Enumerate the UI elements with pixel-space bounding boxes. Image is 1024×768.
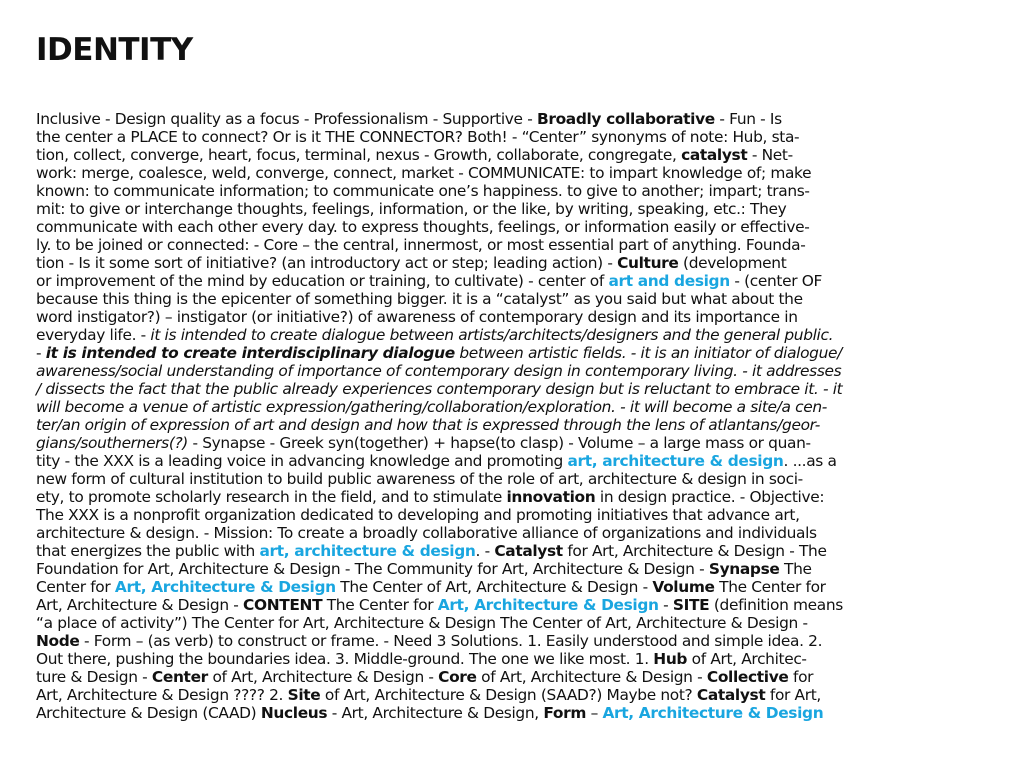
bold-phrase: innovation bbox=[506, 488, 596, 506]
body-paragraph bbox=[36, 110, 996, 722]
italic-phrase: ter/an origin of expression of art and design and how that is expressed through the lens of atlantans/geor- bbox=[36, 416, 820, 434]
bold-phrase: Volume bbox=[652, 578, 715, 596]
bold-italic-phrase: it is intended to create interdisciplinary dialogue bbox=[45, 344, 455, 362]
text-run: everyday life. - bbox=[36, 326, 151, 344]
text-run: . - bbox=[475, 542, 495, 560]
text-run: – bbox=[586, 704, 603, 722]
text-line bbox=[36, 110, 996, 128]
text-run: (definition means bbox=[709, 596, 843, 614]
text-run: The Center for bbox=[322, 596, 438, 614]
text-line bbox=[36, 434, 996, 452]
text-run: - Fun - Is bbox=[714, 110, 782, 128]
text-run: word instigator?) – instigator (or initiative?) of awareness of contemporary design and its importance in bbox=[36, 308, 798, 326]
text-line bbox=[36, 578, 996, 596]
text-line bbox=[36, 632, 996, 650]
text-run: . ...as a bbox=[783, 452, 837, 470]
text-line bbox=[36, 272, 996, 290]
text-run: the center a PLACE to connect? Or is it THE CONNECTOR? Both! - “Center” synonyms of note: Hub, sta- bbox=[36, 128, 800, 146]
bold-phrase: Nucleus bbox=[260, 704, 328, 722]
text-line bbox=[36, 236, 996, 254]
text-line bbox=[36, 614, 996, 632]
text-line bbox=[36, 362, 996, 380]
text-run: for bbox=[788, 668, 814, 686]
text-run: tity - the XXX is a leading voice in advancing knowledge and promoting bbox=[36, 452, 568, 470]
text-run: ture & Design - bbox=[36, 668, 152, 686]
text-run: of Art, Architecture & Design - bbox=[476, 668, 707, 686]
bold-phrase: Hub bbox=[653, 650, 688, 668]
text-line bbox=[36, 128, 996, 146]
bold-phrase: Catalyst bbox=[494, 542, 563, 560]
text-run: Center for bbox=[36, 578, 115, 596]
text-run: of Art, Architecture & Design (SAAD?) Maybe not? bbox=[320, 686, 697, 704]
text-line bbox=[36, 560, 996, 578]
text-line bbox=[36, 164, 996, 182]
bold-phrase: Collective bbox=[706, 668, 789, 686]
text-line bbox=[36, 470, 996, 488]
text-run: architecture & design. - Mission: To create a broadly collaborative alliance of organizations and individuals bbox=[36, 524, 817, 542]
text-line bbox=[36, 380, 996, 398]
text-line bbox=[36, 218, 996, 236]
text-run: - Net- bbox=[747, 146, 793, 164]
text-run: work: merge, coalesce, weld, converge, connect, market - COMMUNICATE: to impart knowledge of; make bbox=[36, 164, 812, 182]
text-line bbox=[36, 542, 996, 560]
bold-phrase: Center bbox=[151, 668, 208, 686]
text-run: of Art, Architec- bbox=[687, 650, 807, 668]
text-line bbox=[36, 596, 996, 614]
highlighted-phrase: art, architecture & design bbox=[259, 542, 476, 560]
text-line bbox=[36, 254, 996, 272]
text-run: - bbox=[658, 596, 673, 614]
text-run: for Art, bbox=[765, 686, 821, 704]
text-line bbox=[36, 452, 996, 470]
text-line bbox=[36, 398, 996, 416]
text-run: Art, Architecture & Design ???? 2. bbox=[36, 686, 288, 704]
text-run: communicate with each other every day. to express thoughts, feelings, or information easily or effective- bbox=[36, 218, 810, 236]
text-line bbox=[36, 524, 996, 542]
bold-phrase: Node bbox=[36, 632, 80, 650]
bold-phrase: Form bbox=[543, 704, 587, 722]
text-line bbox=[36, 344, 996, 362]
italic-phrase: it is intended to create dialogue between artists/architects/designers and the general public. bbox=[150, 326, 834, 344]
bold-phrase: Culture bbox=[617, 254, 679, 272]
text-line bbox=[36, 290, 996, 308]
text-line bbox=[36, 650, 996, 668]
bold-phrase: Synapse bbox=[708, 560, 780, 578]
bold-phrase: CONTENT bbox=[243, 596, 323, 614]
text-run: The bbox=[779, 560, 812, 578]
bold-phrase: Core bbox=[438, 668, 477, 686]
text-run: The Center for bbox=[714, 578, 826, 596]
text-run: known: to communicate information; to communicate one’s happiness. to give to another; impart; trans- bbox=[36, 182, 810, 200]
text-run: - (center OF bbox=[729, 272, 822, 290]
text-run: Foundation for Art, Architecture & Design - The Community for Art, Architecture & Design - bbox=[36, 560, 709, 578]
text-line bbox=[36, 704, 996, 722]
bold-phrase: Broadly collaborative bbox=[536, 110, 715, 128]
bold-phrase: Site bbox=[287, 686, 321, 704]
text-run: (development bbox=[678, 254, 787, 272]
text-run: or improvement of the mind by education or training, to cultivate) - center of bbox=[36, 272, 609, 290]
text-run: new form of cultural institution to build public awareness of the role of art, architecture & design in soci- bbox=[36, 470, 803, 488]
text-line bbox=[36, 182, 996, 200]
text-line bbox=[36, 326, 996, 344]
highlighted-phrase: Art, Architecture & Design bbox=[114, 578, 336, 596]
text-run: - bbox=[36, 344, 46, 362]
text-run: - Art, Architecture & Design, bbox=[327, 704, 544, 722]
text-run: tion, collect, converge, heart, focus, terminal, nexus - Growth, collaborate, congregate, bbox=[36, 146, 682, 164]
bold-phrase: catalyst bbox=[681, 146, 748, 164]
highlighted-phrase: Art, Architecture & Design bbox=[602, 704, 824, 722]
italic-phrase: awareness/social understanding of importance of contemporary design in contemporary living. - it addresses bbox=[36, 362, 842, 380]
text-run: of Art, Architecture & Design - bbox=[207, 668, 439, 686]
highlighted-phrase: art and design bbox=[608, 272, 730, 290]
text-run: The Center of Art, Architecture & Design - bbox=[335, 578, 653, 596]
italic-phrase: between artistic fields. - it is an initiator of dialogue/ bbox=[454, 344, 842, 362]
text-run: The XXX is a nonprofit organization dedicated to developing and promoting initiatives that advance art, bbox=[36, 506, 800, 524]
text-run: that energizes the public with bbox=[36, 542, 260, 560]
page-title: IDENTITY bbox=[36, 32, 193, 68]
text-line bbox=[36, 488, 996, 506]
text-run: Art, Architecture & Design - bbox=[36, 596, 244, 614]
text-run: mit: to give or interchange thoughts, feelings, information, or the like, by writing, speaking, etc.: They bbox=[36, 200, 787, 218]
text-line bbox=[36, 416, 996, 434]
text-run: Inclusive - Design quality as a focus - Professionalism - Supportive - bbox=[36, 110, 537, 128]
text-line bbox=[36, 308, 996, 326]
italic-phrase: will become a venue of artistic expression/gathering/collaboration/exploration. - it will become a site/a cen- bbox=[36, 398, 827, 416]
text-run: - Form – (as verb) to construct or frame. - Need 3 Solutions. 1. Easily understood and simple idea. 2. bbox=[79, 632, 823, 650]
text-line bbox=[36, 506, 996, 524]
text-line bbox=[36, 686, 996, 704]
italic-phrase: gians/southerners(?) bbox=[36, 434, 188, 452]
bold-phrase: SITE bbox=[672, 596, 710, 614]
text-line bbox=[36, 146, 996, 164]
text-run: for Art, Architecture & Design - The bbox=[562, 542, 827, 560]
text-run: Architecture & Design (CAAD) bbox=[36, 704, 261, 722]
italic-phrase: / dissects the fact that the public already experiences contemporary design but is reluctant to embrace it. - it bbox=[36, 380, 843, 398]
highlighted-phrase: Art, Architecture & Design bbox=[437, 596, 659, 614]
text-run: in design practice. - Objective: bbox=[595, 488, 825, 506]
text-run: because this thing is the epicenter of something bigger. it is a “catalyst” as you said but what about the bbox=[36, 290, 803, 308]
text-run: “a place of activity”) The Center for Art, Architecture & Design The Center of Art, Architecture & Design - bbox=[36, 614, 808, 632]
text-run: ly. to be joined or connected: - Core – the central, innermost, or most essential part of anything. Founda- bbox=[36, 236, 806, 254]
text-run: ety, to promote scholarly research in the field, and to stimulate bbox=[36, 488, 507, 506]
text-line bbox=[36, 200, 996, 218]
highlighted-phrase: art, architecture & design bbox=[567, 452, 784, 470]
bold-phrase: Catalyst bbox=[696, 686, 766, 704]
text-line bbox=[36, 668, 996, 686]
text-run: tion - Is it some sort of initiative? (an introductory act or step; leading action) - bbox=[36, 254, 618, 272]
text-run: - Synapse - Greek syn(together) + hapse(to clasp) - Volume – a large mass or quan- bbox=[187, 434, 811, 452]
text-run: Out there, pushing the boundaries idea. 3. Middle-ground. The one we like most. 1. bbox=[36, 650, 654, 668]
